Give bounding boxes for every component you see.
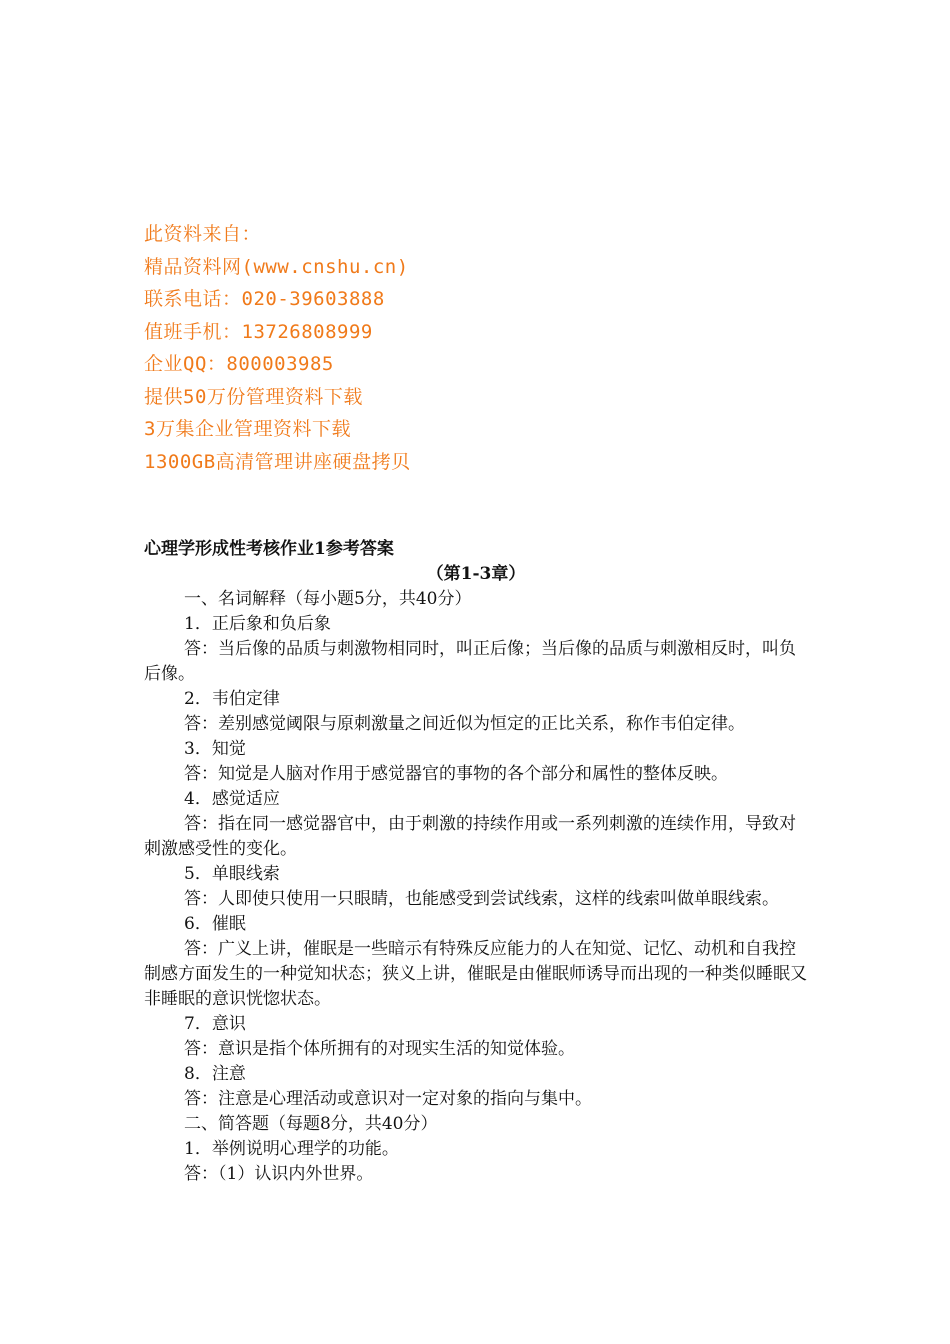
phone-line: 联系电话：020-39603888	[144, 288, 385, 310]
answer-paragraph: 答：（1）认识内外世界。	[184, 1164, 374, 1184]
term-heading: 4．感觉适应	[184, 789, 280, 809]
section-heading: 二、简答题（每题8分，共40分）	[184, 1114, 438, 1134]
document-title: 心理学形成性考核作业1参考答案	[144, 539, 394, 559]
promo-line: 提供50万份管理资料下载	[144, 385, 363, 408]
answer-paragraph: 答：差别感觉阈限与原刺激量之间近似为恒定的正比关系，称作韦伯定律。	[184, 714, 745, 734]
answer-paragraph: 答：知觉是人脑对作用于感觉器官的事物的各个部分和属性的整体反映。	[184, 764, 728, 784]
source-line: 此资料来自：	[144, 223, 262, 245]
mobile-line: 值班手机：13726808999	[144, 320, 373, 343]
term-heading: 7．意识	[184, 1014, 246, 1034]
term-heading: 2．韦伯定律	[184, 689, 280, 709]
answer-paragraph: 答：人即使只使用一只眼睛，也能感受到尝试线索，这样的线索叫做单眼线索。	[184, 889, 779, 909]
promo-line: 3万集企业管理资料下载	[144, 418, 351, 440]
answer-paragraph: 答：广义上讲，催眠是一些暗示有特殊反应能力的人在知觉、记忆、动机和自我控制感方面发生的一种觉知状态；狭义上讲，催眠是由催眠师诱导而出现的一种类似睡眠又非睡眠的意识恍惚状态。	[144, 939, 807, 1009]
promo-line: 1300GB高清管理讲座硬盘拷贝	[144, 450, 411, 473]
term-heading: 8．注意	[184, 1064, 246, 1084]
term-heading: 1．正后象和负后象	[184, 614, 331, 634]
term-heading: 5．单眼线索	[184, 864, 280, 884]
answer-paragraph: 答：注意是心理活动或意识对一定对象的指向与集中。	[184, 1089, 592, 1109]
section-heading: 一、名词解释（每小题5分，共40分）	[184, 589, 472, 609]
answer-paragraph: 答：意识是指个体所拥有的对现实生活的知觉体验。	[184, 1039, 575, 1059]
answer-paragraph: 答：当后像的品质与刺激物相同时，叫正后像；当后像的品质与刺激相反时，叫负后像。	[144, 639, 796, 684]
chapter-heading: （第1-3章）	[426, 564, 526, 584]
source-info-block	[144, 218, 744, 478]
website-line: 精品资料网(www.cnshu.cn)	[144, 255, 409, 278]
question-heading: 1．举例说明心理学的功能。	[184, 1139, 399, 1159]
term-heading: 6．催眠	[184, 914, 246, 934]
answer-paragraph: 答：指在同一感觉器官中，由于刺激的持续作用或一系列刺激的连续作用，导致对刺激感受性的变化。	[144, 814, 796, 859]
document-body	[144, 537, 808, 1187]
term-heading: 3．知觉	[184, 739, 246, 759]
qq-line: 企业QQ：800003985	[144, 353, 334, 375]
